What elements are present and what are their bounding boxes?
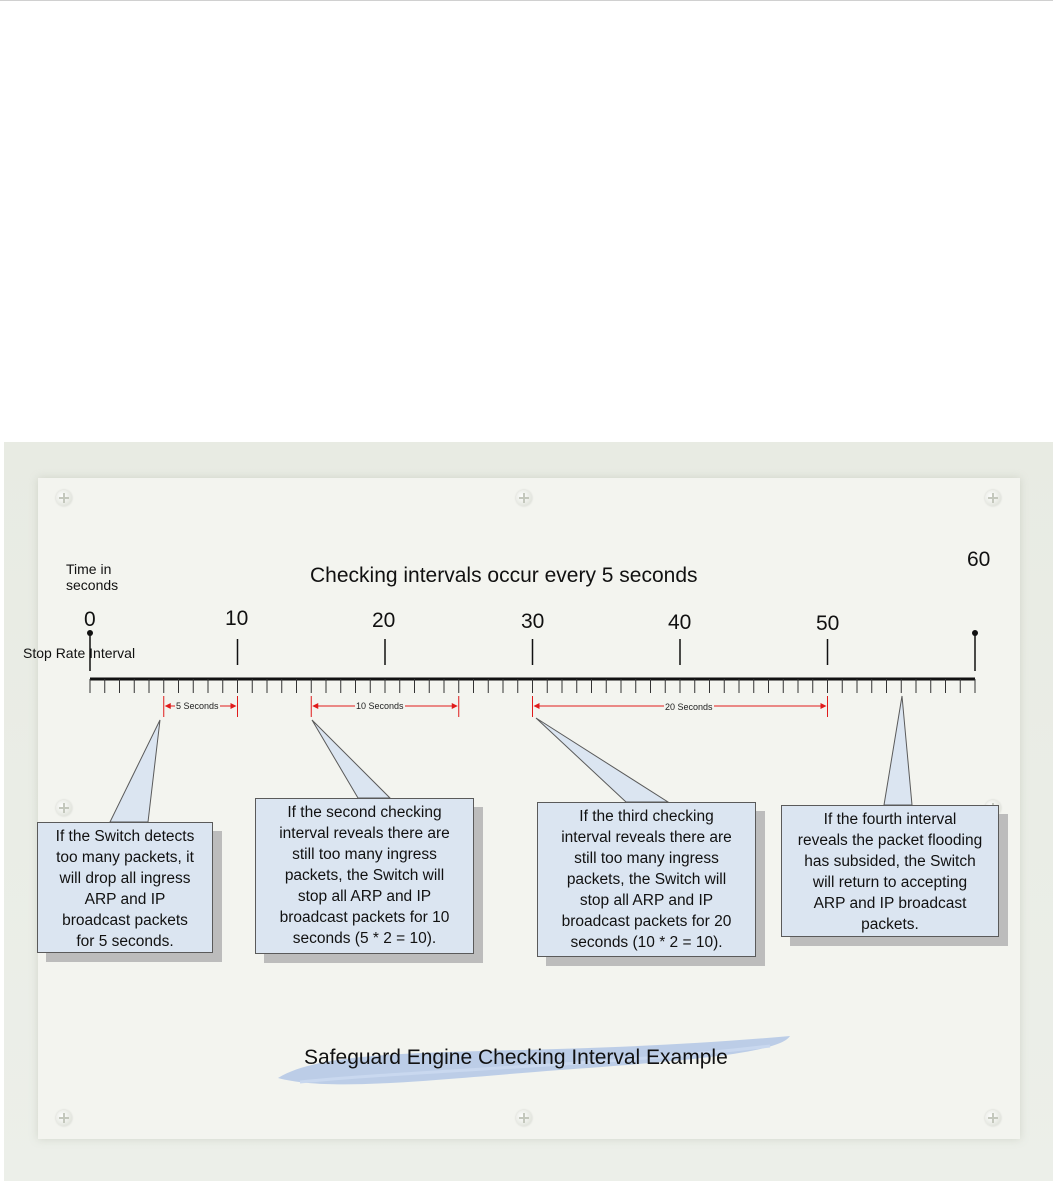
interval-label: 20 Seconds [665, 702, 713, 712]
interval-label: 5 Seconds [176, 701, 219, 711]
interval-arrow [165, 703, 171, 709]
interval-arrow [452, 703, 458, 709]
heading: Checking intervals occur every 5 seconds [310, 564, 698, 587]
callout-pointer [884, 696, 912, 805]
interval-label: 10 Seconds [356, 701, 404, 711]
callout-pointer [536, 718, 668, 802]
timeline-pin-head [972, 630, 978, 636]
tick-label: 60 [967, 548, 991, 571]
tick-label: 50 [816, 612, 840, 635]
callout-box: If the third checking interval reveals there are still too many ingress packets, the Switch will stop all ARP and IP broadcast packets for 20 seconds (10 * 2 = 10). [537, 802, 756, 957]
interval-arrow [821, 703, 827, 709]
tick-label: 20 [372, 609, 396, 632]
stop-rate-interval-label: Stop Rate Interval [23, 645, 136, 661]
callout-pointer [110, 720, 160, 822]
callout-box: If the fourth interval reveals the packet flooding has subsided, the Switch will return to accepting ARP and IP broadcast packets. [781, 805, 999, 937]
tick-label: 30 [521, 610, 545, 633]
tick-label: 10 [225, 607, 249, 630]
time-in-seconds-label: Time in seconds [66, 561, 119, 593]
callout-box: If the Switch detects too many packets, it will drop all ingress ARP and IP broadcast packets for 5 seconds. [37, 822, 213, 953]
callout-pointer [312, 720, 390, 798]
diagram-title: Safeguard Engine Checking Interval Example [304, 1046, 728, 1069]
callout-pointers [110, 696, 912, 822]
tick-label: 40 [668, 611, 692, 634]
interval-arrow [312, 703, 318, 709]
interval-arrow [534, 703, 540, 709]
callout-box: If the second checking interval reveals there are still too many ingress packets, the Switch will stop all ARP and IP broadcast packets for 10 seconds (5 * 2 = 10). [255, 798, 474, 954]
interval-arrow [231, 703, 237, 709]
tick-label: 0 [84, 608, 96, 631]
